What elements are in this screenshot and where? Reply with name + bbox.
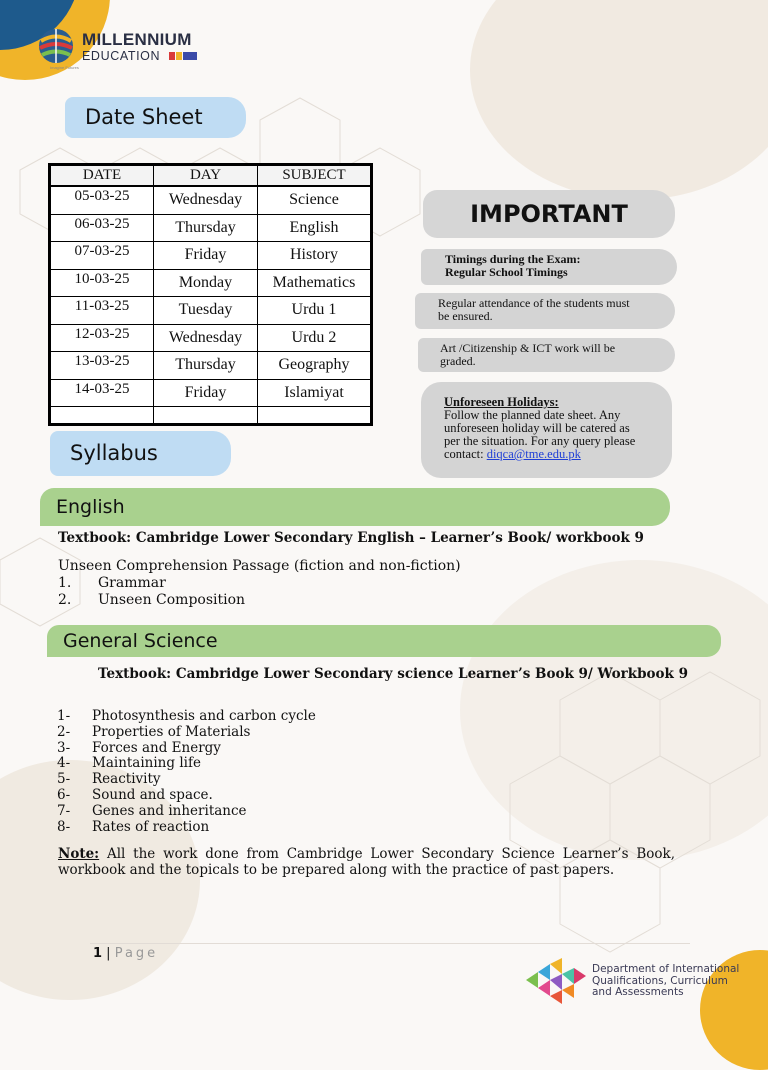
holidays-contact-line (444, 448, 662, 461)
cell-date: 13-03-25 (50, 352, 154, 380)
cell-date: 12-03-25 (50, 324, 154, 352)
english-textbook: Textbook: Cambridge Lower Secondary English – Learner’s Book/ workbook 9 (58, 530, 644, 546)
table-row (50, 297, 372, 325)
cell-subject: English (258, 214, 372, 242)
english-topic-list (58, 575, 245, 608)
list-item-number: 1. (58, 575, 72, 591)
list-item (58, 575, 245, 592)
table-empty-row (50, 407, 372, 425)
cell-date: 06-03-25 (50, 214, 154, 242)
cell-subject: Urdu 2 (258, 324, 372, 352)
logo-text-line1: MILLENNIUM (82, 30, 192, 49)
page-number-value: 1 (93, 946, 103, 961)
list-item-text: Sound and space. (92, 786, 213, 803)
list-item (57, 804, 316, 820)
cell-date: 11-03-25 (50, 297, 154, 325)
list-item-text: Unseen Composition (98, 591, 246, 608)
footer-divider (90, 943, 690, 944)
table-row (50, 269, 372, 297)
list-item (57, 725, 316, 741)
list-item-number: 7- (57, 802, 71, 819)
cell-date: 10-03-25 (50, 269, 154, 297)
cell-subject: Geography (258, 352, 372, 380)
cell-date: 14-03-25 (50, 379, 154, 407)
important-item-attendance-line1: Regular attendance of the students must (438, 296, 630, 310)
table-row (50, 379, 372, 407)
important-item-attendance (415, 293, 675, 329)
page-number (93, 946, 158, 961)
list-item (58, 592, 245, 609)
column-header-subject: SUBJECT (258, 165, 372, 187)
list-item-text: Reactivity (92, 771, 161, 788)
important-item-timings (421, 249, 677, 285)
note-text: All the work done from Cambridge Lower Secondary Science Learner’s Book, workbook and the topicals to be prepared along with the practice of past papers. (58, 846, 675, 878)
cell-date: 07-03-25 (50, 242, 154, 270)
cell-day: Friday (154, 379, 258, 407)
important-item-grading-line2: graded. (440, 354, 476, 368)
cell-day: Tuesday (154, 297, 258, 325)
dept-line2: Qualifications, Curriculum (592, 974, 728, 987)
holidays-line1: Follow the planned date sheet. Any (444, 408, 621, 422)
cell-day: Thursday (154, 214, 258, 242)
dept-line3: and Assessments (592, 986, 684, 998)
cell-subject: Science (258, 186, 372, 214)
holidays-heading: Unforeseen Holidays: (444, 395, 559, 409)
important-item-grading (418, 338, 675, 372)
list-item-number: 1- (57, 708, 71, 724)
list-item (57, 820, 316, 836)
science-textbook: Textbook: Cambridge Lower Secondary science Learner’s Book 9/ Workbook 9 (98, 666, 688, 682)
list-item-text: Grammar (98, 575, 166, 591)
list-item (57, 741, 316, 757)
millennium-education-logo (36, 26, 206, 72)
important-title: IMPORTANT (423, 190, 675, 238)
science-topic-list (57, 709, 316, 835)
page-separator: | (102, 946, 115, 961)
list-item-number: 2- (57, 723, 71, 740)
list-item (57, 772, 316, 788)
cell-day: Monday (154, 269, 258, 297)
list-item-number: 2. (58, 591, 72, 608)
science-note (58, 846, 675, 878)
globe-logo-icon (36, 26, 76, 66)
list-item-number: 5- (57, 771, 71, 788)
list-item-text: Genes and inheritance (92, 802, 247, 819)
list-item-number: 6- (57, 786, 71, 803)
holidays-contact-label: contact: (444, 447, 484, 461)
syllabus-heading: Syllabus (50, 431, 231, 476)
list-item (57, 709, 316, 725)
important-item-timings-line1: Timings during the Exam: (445, 252, 581, 266)
table-row (50, 242, 372, 270)
english-section-bar: English (40, 488, 670, 526)
list-item-text: Forces and Energy (92, 739, 221, 756)
diqca-logo-mark (522, 958, 588, 1006)
logo-color-bars (169, 51, 199, 61)
list-item-number: 4- (57, 755, 71, 772)
important-item-holidays (421, 382, 672, 478)
page-word: Page (114, 946, 159, 961)
cell-day: Wednesday (154, 186, 258, 214)
holidays-line2: unforeseen holiday will be catered as (444, 421, 630, 435)
list-item-text: Properties of Materials (92, 723, 251, 740)
list-item-number: 3- (57, 739, 71, 756)
contact-email-link[interactable]: diqca@tme.edu.pk (486, 447, 581, 461)
table-row (50, 324, 372, 352)
cell-subject: History (258, 242, 372, 270)
cell-subject: Islamiyat (258, 379, 372, 407)
column-header-day: DAY (154, 165, 258, 187)
cell-date: 05-03-25 (50, 186, 154, 214)
cell-subject: Urdu 1 (258, 297, 372, 325)
note-label: Note: (58, 846, 100, 862)
important-item-timings-line2: Regular School Timings (445, 265, 568, 279)
cell-day: Friday (154, 242, 258, 270)
table-row (50, 214, 372, 242)
cell-subject: Mathematics (258, 269, 372, 297)
dept-line1: Department of International (592, 963, 740, 975)
list-item-text: Rates of reaction (92, 818, 210, 835)
cell-day: Thursday (154, 352, 258, 380)
diqca-department-name (592, 964, 739, 999)
date-sheet-heading: Date Sheet (65, 97, 246, 138)
list-item-text: Photosynthesis and carbon cycle (92, 708, 316, 724)
list-item-text: Maintaining life (92, 755, 201, 772)
list-item (57, 756, 316, 772)
table-header-row (50, 165, 372, 187)
column-header-date: DATE (50, 165, 154, 187)
holidays-line3: per the situation. For any query please (444, 434, 636, 448)
english-intro: Unseen Comprehension Passage (fiction and non-fiction) (58, 558, 461, 574)
list-item-number: 8- (57, 818, 71, 835)
science-section-bar: General Science (47, 625, 721, 657)
table-row (50, 352, 372, 380)
important-item-grading-line1: Art /Citizenship & ICT work will be (440, 341, 616, 355)
cell-day: Wednesday (154, 324, 258, 352)
logo-tagline: Imagine Futures (50, 65, 79, 70)
list-item (57, 788, 316, 804)
date-sheet-table (48, 163, 373, 426)
logo-text-line2: EDUCATION (82, 49, 161, 63)
table-row (50, 186, 372, 214)
important-item-attendance-line2: be ensured. (438, 309, 493, 323)
